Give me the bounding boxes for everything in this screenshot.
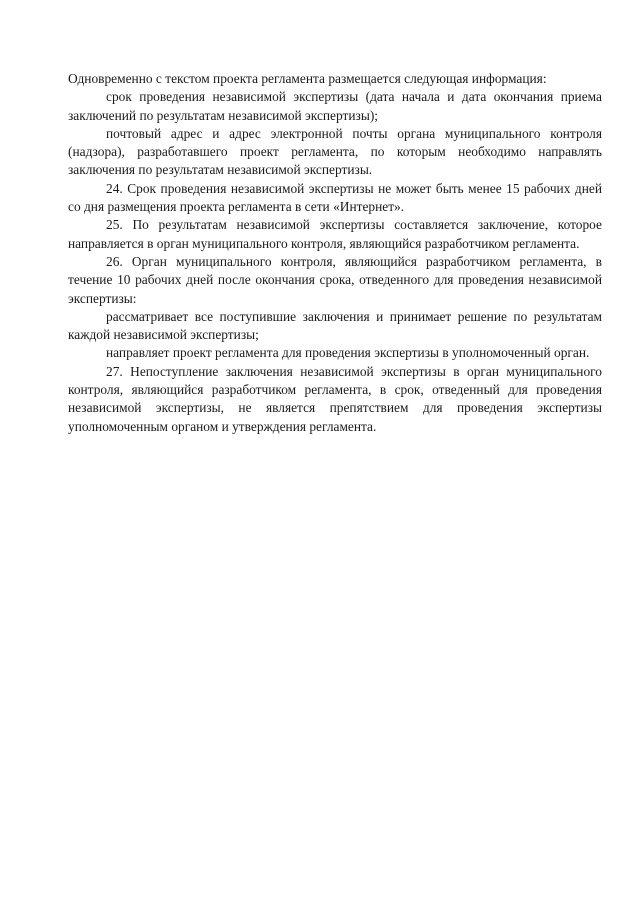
paragraph-24: 24. Срок проведения независимой экспертизы не может быть менее 15 рабочих дней со дня размещения проекта регламента в сети «Интернет». <box>68 180 602 215</box>
paragraph-address: почтовый адрес и адрес электронной почты органа муниципального контроля (надзора), разработавшего проект регламента, по которым необходимо направлять заключения по результатам независимой экспертизы. <box>68 125 602 178</box>
paragraph-26-review: рассматривает все поступившие заключения и принимает решение по результатам каждой независимой экспертизы; <box>68 308 602 343</box>
paragraph-term: срок проведения независимой экспертизы (дата начала и дата окончания приема заключений по результатам независимой экспертизы); <box>68 89 602 123</box>
paragraph-26-send: направляет проект регламента для проведения экспертизы в уполномоченный орган. <box>106 345 590 361</box>
paragraph-25: 25. По результатам независимой экспертизы составляется заключение, которое направляется в орган муниципального контроля, являющийся разработчиком регламента. <box>68 217 602 251</box>
paragraph-intro: Одновременно с текстом проекта регламента размещается следующая информация: <box>68 71 547 86</box>
document-page <box>68 70 602 436</box>
paragraph-26: 26. Орган муниципального контроля, являющийся разработчиком регламента, в течение 10 рабочих дней после окончания срока, отведенного для проведения независимой экспертизы: <box>68 253 602 306</box>
paragraph-27: 27. Непоступление заключения независимой экспертизы в орган муниципального контроля, являющийся разработчиком регламента, в срок, отведенный для проведения независимой экспертизы, не является препятствием для проведения экспертизы уполномоченным органом и утверждения регламента. <box>68 363 602 434</box>
